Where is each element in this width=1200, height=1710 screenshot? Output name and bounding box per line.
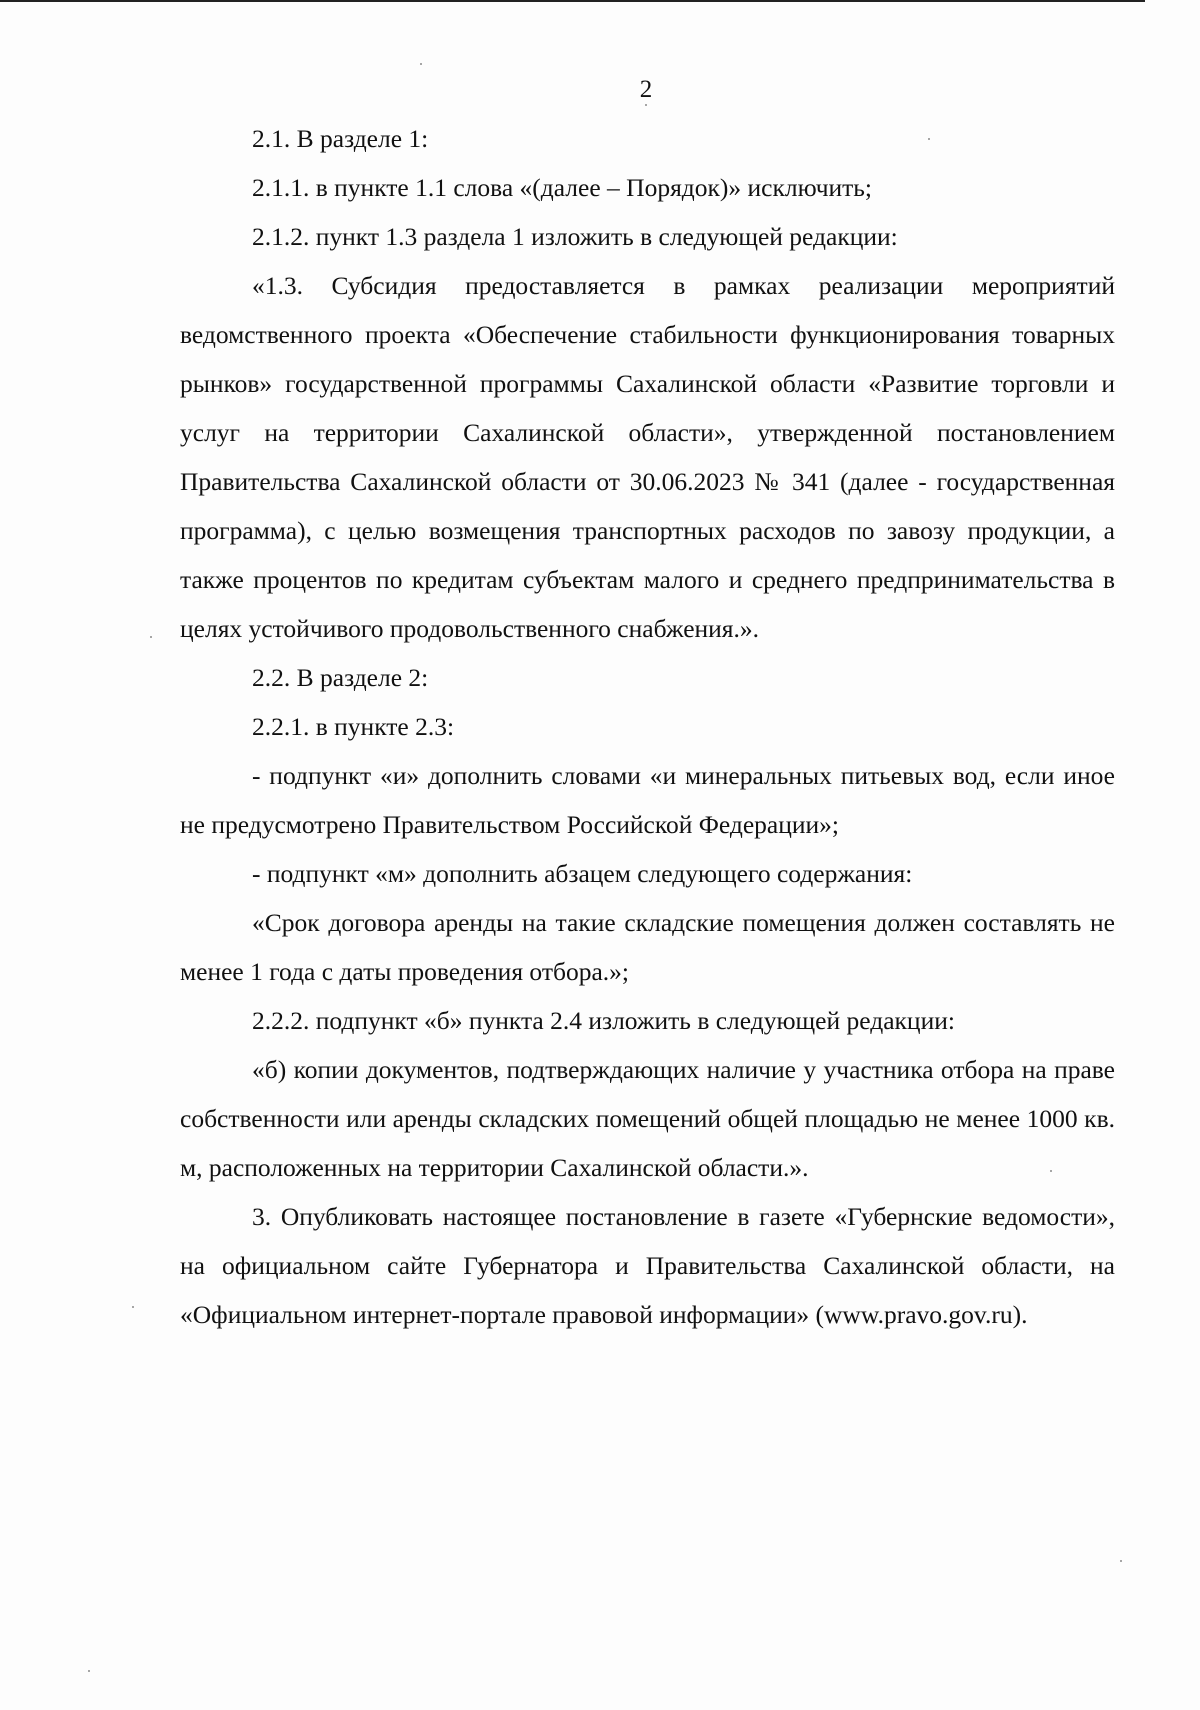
paragraph-lease-term-quote: «Срок договора аренды на такие складские помещения должен составлять не менее 1 года с даты проведения отбора.»; — [180, 908, 1115, 986]
scan-speck — [1050, 1170, 1052, 1172]
paragraph-2-2: 2.2. В разделе 2: — [252, 663, 429, 692]
scan-speck — [88, 1670, 90, 1672]
document-body — [180, 114, 1115, 1339]
paragraph-subitem-m: - подпункт «м» дополнить абзацем следующего содержания: — [252, 859, 913, 888]
paragraph-2-1-2: 2.1.2. пункт 1.3 раздела 1 изложить в следующей редакции: — [252, 222, 898, 251]
scan-speck — [645, 104, 647, 106]
paragraph-3-publish: 3. Опубликовать настоящее постановление в газете «Губернские ведомости», на официальном сайте Губернатора и Правительства Сахалинской области, на «Официальном интернет-портале правовой информации» (www.pravo.gov.ru). — [180, 1202, 1115, 1329]
paragraph-2-1-1: 2.1.1. в пункте 1.1 слова «(далее – Порядок)» исключить; — [252, 173, 873, 202]
top-border-line — [0, 0, 1145, 2]
page-number: 2 — [639, 76, 653, 103]
scan-speck — [132, 1306, 134, 1308]
paragraph-2-2-1: 2.2.1. в пункте 2.3: — [252, 712, 455, 741]
paragraph-2-1: 2.1. В разделе 1: — [252, 124, 429, 153]
paragraph-1-3-quote: «1.3. Субсидия предоставляется в рамках реализации мероприятий ведомственного проекта «Обеспечение стабильности функционирования товарных рынков» государственной программы Сахалинской области «Развитие торговли и услуг на территории Сахалинской области», утвержденной постановлением Правительства Сахалинской области от 30.06.2023 № 341 (далее - государственная программа), с целью возмещения транспортных расходов по завозу продукции, а также процентов по кредитам субъектам малого и среднего предпринимательства в целях устойчивого продовольственного снабжения.». — [180, 271, 1115, 643]
scan-speck — [928, 138, 930, 140]
scan-speck — [420, 63, 422, 65]
scan-speck — [150, 636, 152, 638]
paragraph-subitem-i: - подпункт «и» дополнить словами «и минеральных питьевых вод, если иное не предусмотрено Правительством Российской Федерации»; — [180, 761, 1115, 839]
scan-speck — [1120, 1560, 1122, 1562]
paragraph-2-2-2: 2.2.2. подпункт «б» пункта 2.4 изложить в следующей редакции: — [252, 1006, 955, 1035]
paragraph-subitem-b-quote: «б) копии документов, подтверждающих наличие у участника отбора на праве собственности или аренды складских помещений общей площадью не менее 1000 кв. м, расположенных на территории Сахалинской области.». — [180, 1055, 1115, 1182]
